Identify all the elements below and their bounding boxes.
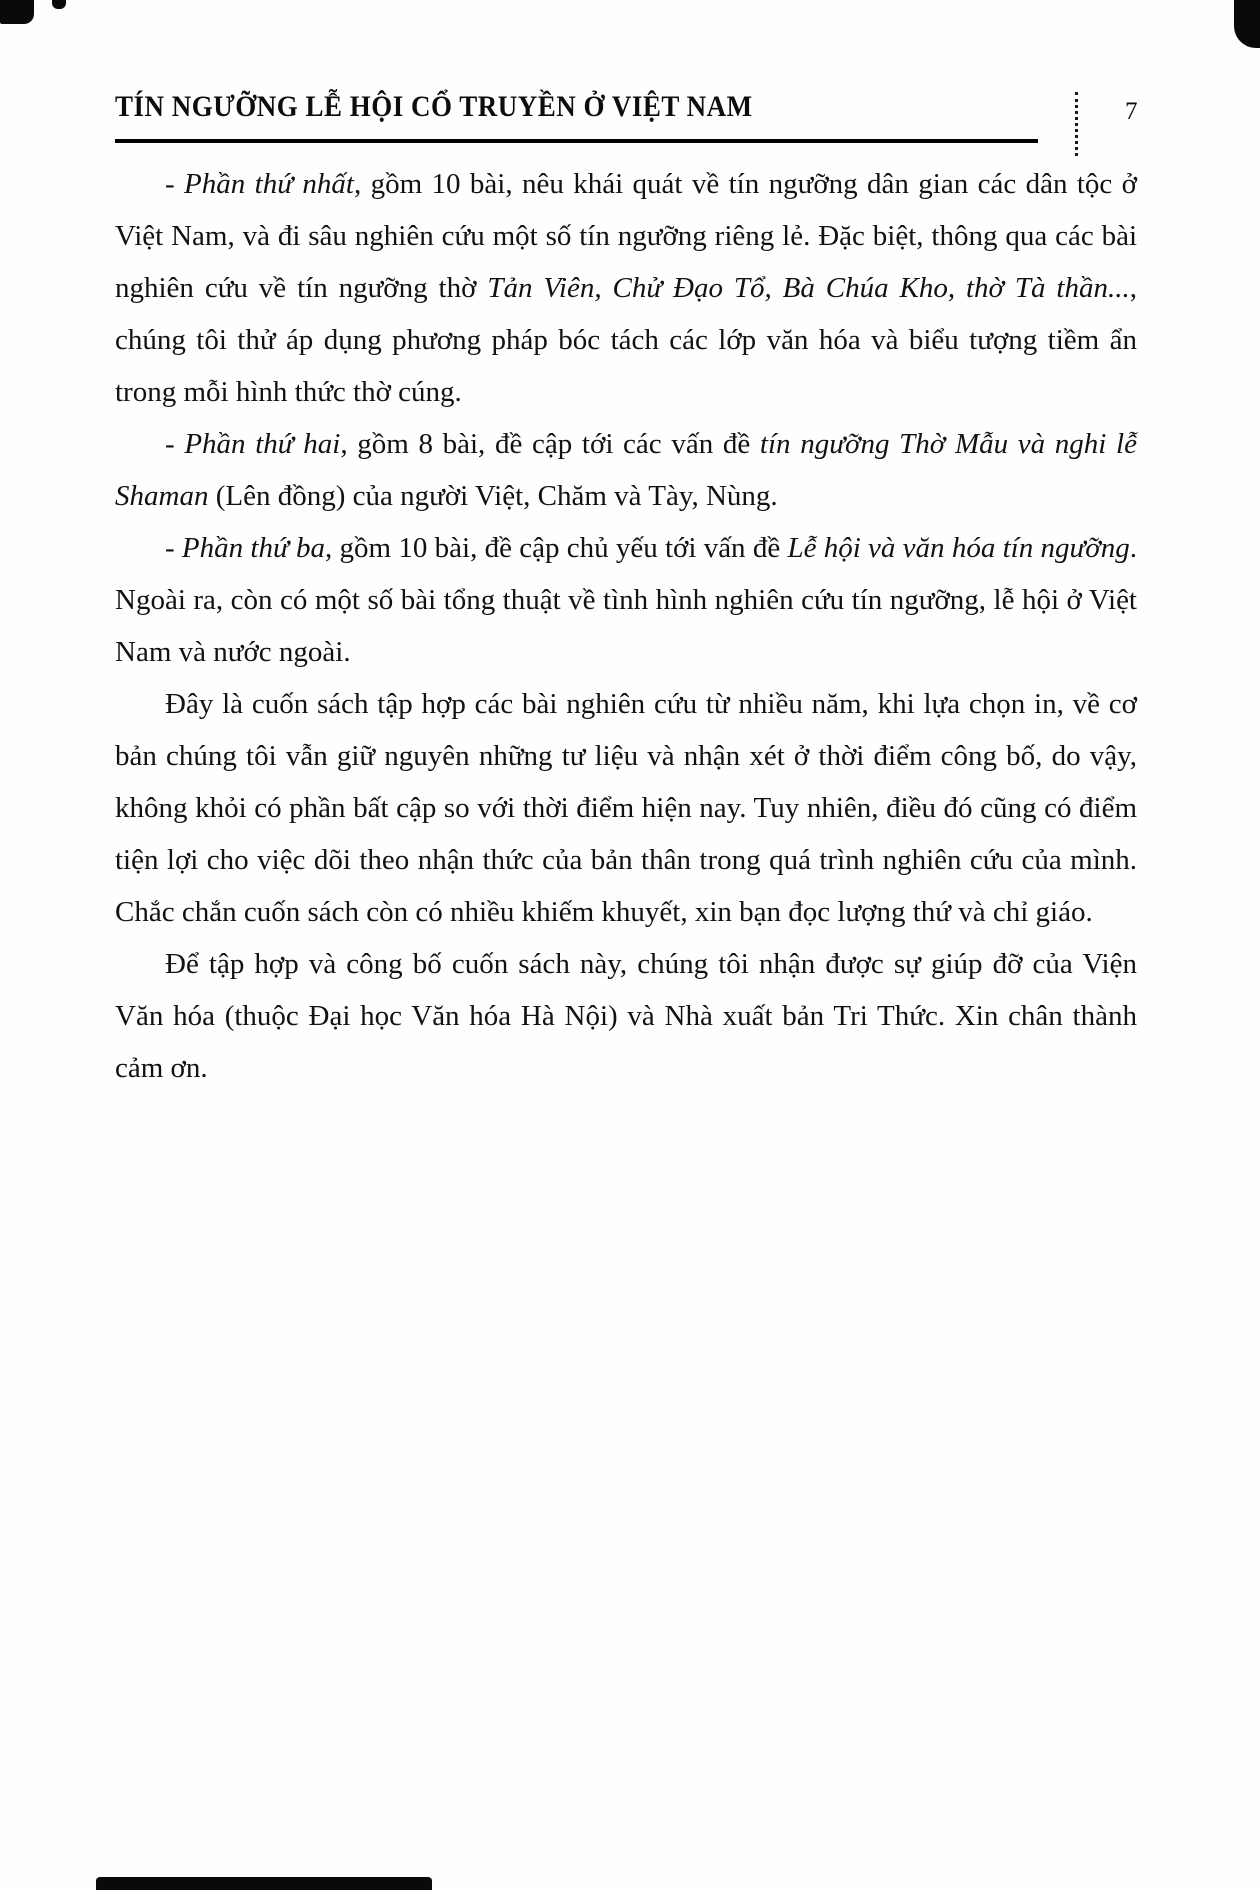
text-run: , gồm 10 bài, đề cập chủ yếu tới vấn đề <box>325 532 788 564</box>
scan-artifact-top-left-small <box>52 0 66 9</box>
header-rule <box>115 139 1038 143</box>
dotted-divider <box>1075 92 1078 156</box>
running-header-title: TÍN NGƯỠNG LỄ HỘI CỔ TRUYỀN Ở VIỆT NAM <box>115 90 753 123</box>
text-run: - <box>165 168 185 200</box>
body-text <box>115 158 1137 1094</box>
text-run-italic: Phần thứ hai <box>184 428 341 460</box>
text-run: Để tập hợp và công bố cuốn sách này, chúng tôi nhận được sự giúp đỡ của Viện Văn hóa (thuộc Đại học Văn hóa Hà Nội) và Nhà xuất bản Tri Thức. Xin chân thành cảm ơn. <box>115 948 1137 1084</box>
text-run-italic: Phần thứ ba <box>181 532 326 564</box>
text-run-italic: tín ngưỡng Thờ Mẫu và nghi lễ Shaman <box>115 428 1137 512</box>
paragraph <box>115 938 1137 1094</box>
text-run-italic: Lễ hội và văn hóa tín ngưỡng <box>787 532 1130 564</box>
text-run: - <box>165 428 185 460</box>
text-run: , gồm 8 bài, đề cập tới các vấn đề <box>340 428 760 460</box>
paragraph <box>115 418 1137 522</box>
paragraph <box>115 678 1137 938</box>
scan-artifact-top-left <box>0 0 34 24</box>
text-run: Đây là cuốn sách tập hợp các bài nghiên cứu từ nhiều năm, khi lựa chọn in, về cơ bản chúng tôi vẫn giữ nguyên những tư liệu và nhận xét ở thời điểm công bố, do vậy, không khỏi có phần bất cập so với thời điểm hiện nay. Tuy nhiên, điều đó cũng có điểm tiện lợi cho việc dõi theo nhận thức của bản thân trong quá trình nghiên cứu của mình. Chắc chắn cuốn sách còn có nhiều khiếm khuyết, xin bạn đọc lượng thứ và chỉ giáo. <box>115 688 1137 928</box>
text-run: . Ngoài ra, còn có một số bài tổng thuật về tình hình nghiên cứu tín ngưỡng, lễ hội ở Việt Nam và nước ngoài. <box>115 532 1137 668</box>
scan-artifact-bottom-left <box>96 1877 432 1890</box>
paragraph <box>115 522 1137 678</box>
paragraph <box>115 158 1137 418</box>
text-run-italic: Tản Viên, Chử Đạo Tổ, Bà Chúa Kho, thờ Tà thần... <box>487 272 1130 304</box>
text-run: (Lên đồng) của người Việt, Chăm và Tày, Nùng. <box>208 480 778 512</box>
page-number: 7 <box>1125 98 1138 125</box>
text-run: - <box>165 532 182 564</box>
scan-artifact-top-right <box>1234 0 1260 48</box>
text-run: , gồm 10 bài, nêu khái quát về tín ngưỡng dân gian các dân tộc ở Việt Nam, và đi sâu nghiên cứu một số tín ngưỡng riêng lẻ. Đặc biệt, thông qua các bài nghiên cứu về tín ngưỡng thờ <box>115 168 1137 304</box>
text-run-italic: Phần thứ nhất <box>184 168 354 200</box>
text-run: , chúng tôi thử áp dụng phương pháp bóc tách các lớp văn hóa và biểu tượng tiềm ẩn trong mỗi hình thức thờ cúng. <box>115 272 1137 408</box>
